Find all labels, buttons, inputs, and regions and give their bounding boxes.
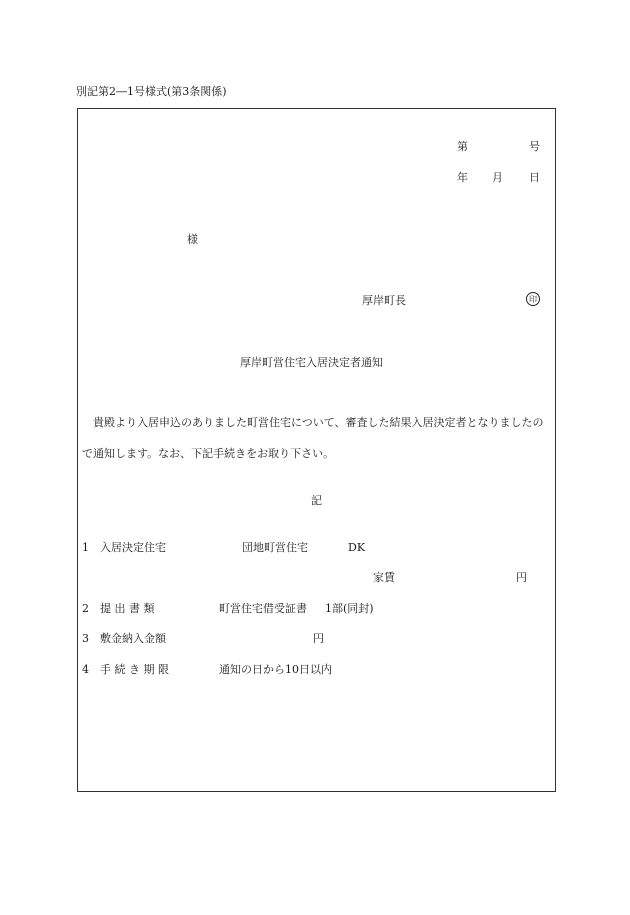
date-year: 年	[457, 171, 468, 184]
item-1-num: 1	[82, 541, 89, 554]
date-month: 月	[492, 171, 503, 184]
date-day: 日	[529, 171, 540, 184]
item-4-label: 手 続 き 期 限	[100, 663, 169, 676]
item-3-unit: 円	[313, 632, 324, 645]
item-1-dk: DK	[348, 541, 366, 554]
rent-unit: 円	[516, 571, 527, 584]
item-1-label: 入居決定住宅	[100, 541, 166, 554]
ki-heading: 記	[311, 494, 322, 507]
recipient-sama: 様	[187, 233, 198, 246]
item-3-label: 敷金納入金額	[100, 632, 166, 645]
number-dai: 第	[457, 140, 468, 153]
item-2-value: 町営住宅借受証書	[219, 602, 307, 615]
item-1-value: 団地町営住宅	[242, 541, 308, 554]
rent-label: 家賃	[373, 571, 395, 584]
item-2-num: 2	[82, 602, 89, 615]
item-4-value: 通知の日から10日以内	[219, 663, 332, 676]
form-label: 別記第2―1号様式(第3条関係)	[76, 85, 227, 98]
number-go: 号	[529, 140, 540, 153]
item-3-num: 3	[82, 632, 89, 645]
body-text: 貴殿より入居申込のありました町営住宅について、審査した結果入居決定者となりましたので通知します。なお、下記手続きをお取り下さい。	[82, 416, 544, 460]
item-2-label: 提 出 書 類	[100, 602, 155, 615]
document-title: 厚岸町営住宅入居決定者通知	[240, 356, 383, 369]
seal-mark: 印	[526, 292, 540, 306]
item-2-copies: 1部(同封)	[325, 602, 374, 615]
item-4-num: 4	[82, 663, 89, 676]
issuer-title: 厚岸町長	[362, 294, 406, 307]
